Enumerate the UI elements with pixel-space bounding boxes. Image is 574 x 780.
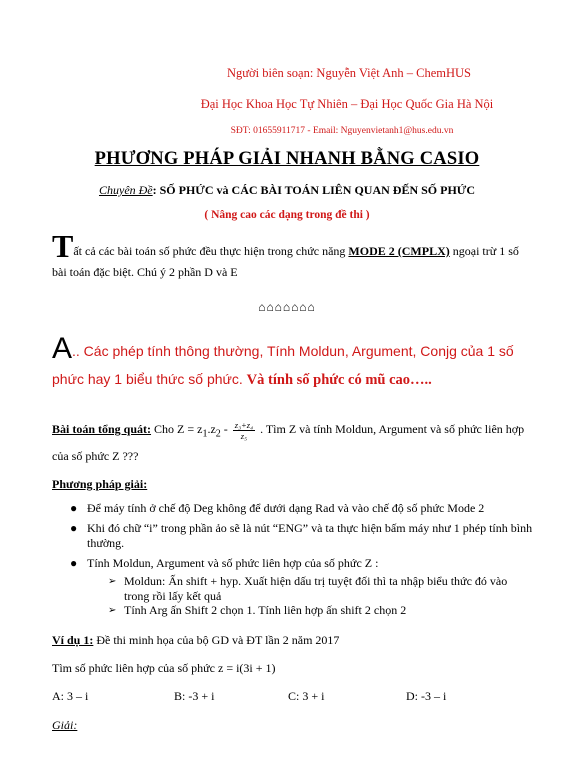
method-heading: Phương pháp giải: (52, 477, 148, 491)
example-heading (52, 633, 339, 648)
arrow-bullet-icon: ➢ (108, 605, 117, 616)
option-b: B: -3 + i (174, 689, 215, 703)
sub-bullet (108, 603, 534, 618)
mode-highlight: MODE 2 (CMPLX) (348, 244, 450, 258)
method-bullet-list (70, 501, 534, 571)
bullet-dot-icon: ● (70, 501, 78, 515)
method-bullet (70, 556, 534, 571)
option-a: A: 3 – i (52, 689, 89, 703)
bullet-text: Tính Moldun, Argument và số phức liên hợp của số phức Z : (87, 556, 379, 570)
section-a-bold: Và tính số phức có mũ cao….. (246, 372, 432, 388)
section-a-text: .. Các phép tính thông thường, Tính Moldun, Argument, Conjg của 1 số phức hay 1 biểu thức số phức. (52, 343, 514, 387)
method-bullet (70, 521, 534, 551)
example-question: Tìm số phức liên hợp của số phức z = i(3i + 1) (52, 661, 276, 675)
document-title: PHƯƠNG PHÁP GIẢI NHANH BẰNG CASIO (94, 149, 480, 169)
intro-text-before: ất cả các bài toán số phức đều thực hiện trong chức năng (73, 244, 349, 258)
topic-text: : SỐ PHỨC và CÁC BÀI TOÁN LIÊN QUAN ĐẾN SỐ PHỨC (152, 183, 475, 197)
example-text: Đề thi minh họa của bộ GD và ĐT lần 2 năm 2017 (93, 633, 340, 647)
solution-label: Giải: (52, 718, 78, 732)
example-label: Ví dụ 1: (52, 633, 94, 647)
fraction-numerator: z₃+z₄ (234, 419, 254, 430)
topic-subtitle (0, 183, 574, 198)
bullet-dot-icon: ● (70, 556, 78, 570)
sub-bullet-text: Moldun: Ấn shift + hyp. Xuất hiện dấu trị tuyệt đối thì ta nhập biểu thức đó vào trong rồi lấy kết quả (124, 574, 508, 603)
subscript-1: 1 (202, 428, 208, 440)
option-d: D: -3 – i (406, 689, 447, 703)
author-line: Người biên soạn: Nguyễn Việt Anh – ChemHUS (227, 66, 471, 80)
general-text-before: Cho Z = z (151, 422, 203, 436)
bullet-dot-icon: ● (70, 521, 78, 535)
general-mid-1: .z (207, 422, 216, 436)
bullet-text: Khi đó chữ “i” trong phần ảo sẽ là nút “ENG” và ta thực hiện bấm máy như 1 phép tính bình thường. (87, 521, 533, 550)
method-bullet (70, 501, 534, 516)
fraction-denominator: z₅ (240, 430, 248, 441)
arrow-bullet-icon: ➢ (108, 576, 117, 587)
topic-label: Chuyên Đề (98, 183, 153, 197)
sub-bullet (108, 574, 534, 604)
affiliation-line: Đại Học Khoa Học Tự Nhiên – Đại Học Quốc Gia Hà Nội (200, 97, 494, 111)
ornament-divider: ⌂⌂⌂⌂⌂⌂⌂ (258, 300, 316, 314)
subscript-2: 2 (215, 428, 221, 440)
general-problem-label: Bài toán tổng quát: (52, 422, 152, 436)
section-a-heading (52, 332, 534, 394)
intro-text-after: ngoại trừ 1 số bài toán đặc biệt. Chú ý 2 phần D và E (52, 244, 519, 279)
general-problem (52, 418, 534, 467)
intro-paragraph (52, 228, 534, 283)
section-a-cap: A (52, 332, 73, 365)
fraction (233, 420, 255, 441)
general-text-after: . Tìm Z và tính Moldun, Argument và số phức liên hợp của số phức Z ??? (52, 422, 525, 464)
advanced-note: ( Nâng cao các dạng trong đề thi ) (204, 209, 370, 221)
sub-bullet-text: Tính Arg ấn Shift 2 chọn 1. Tính liên hợp ấn shift 2 chọn 2 (124, 603, 407, 617)
option-c: C: 3 + i (288, 689, 325, 703)
intro-dropcap: T (52, 228, 74, 264)
contact-line: SĐT: 01655911717 - Email: Nguyenvietanh1@hus.edu.vn (230, 126, 454, 136)
general-mid-2: - (220, 422, 231, 436)
bullet-text: Để máy tính ở chế độ Deg không để dưới dạng Rad và vào chế độ số phức Mode 2 (87, 501, 485, 515)
